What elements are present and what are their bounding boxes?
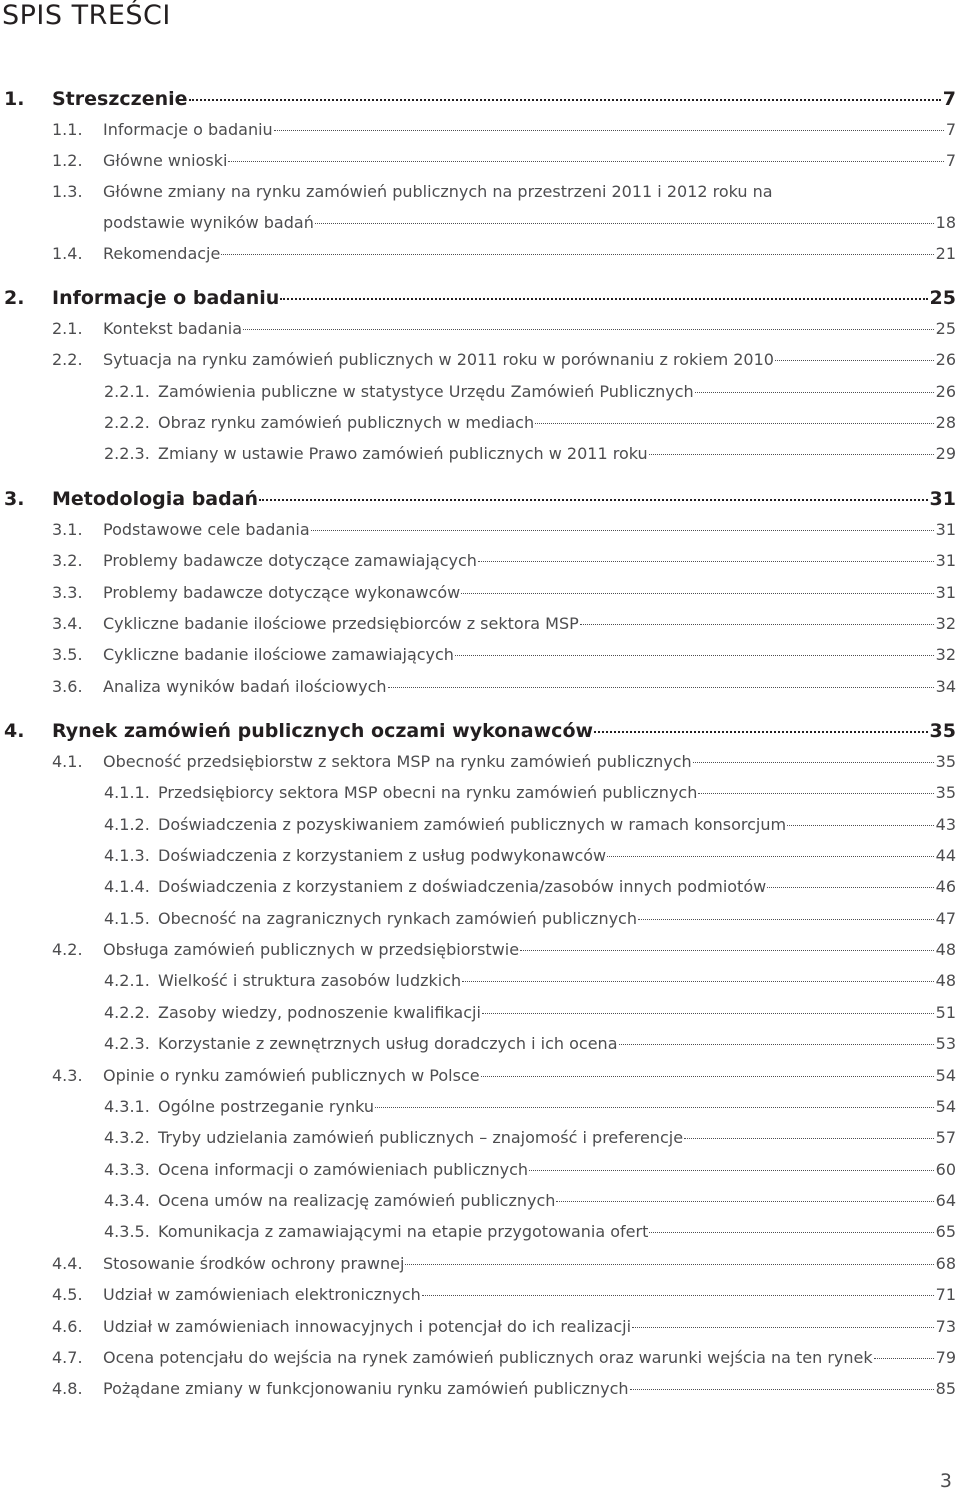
toc-entry[interactable] <box>0 1128 956 1156</box>
toc-entry[interactable] <box>0 444 956 472</box>
toc-entry[interactable] <box>0 783 956 811</box>
dot-leader <box>189 98 941 101</box>
toc-entry-title: Streszczenie <box>52 88 188 110</box>
toc-entry-title: Informacje o badaniu <box>52 287 280 309</box>
toc-entry-number: 4.2.1. <box>104 971 150 990</box>
toc-entry[interactable] <box>0 382 956 410</box>
page-title: SPIS TREŚCI <box>2 0 171 31</box>
toc-entry-title: Podstawowe cele badania <box>103 520 310 539</box>
toc-entry[interactable] <box>0 752 956 780</box>
toc-entry-title: Obecność na zagranicznych rynkach zamówień publicznych <box>158 909 637 928</box>
toc-entry[interactable] <box>0 583 956 611</box>
toc-entry[interactable] <box>0 846 956 874</box>
toc-entry-page: 26 <box>935 382 956 401</box>
dot-leader <box>775 359 934 361</box>
dot-leader <box>315 222 934 224</box>
dot-leader <box>767 886 933 888</box>
dot-leader <box>649 1231 933 1233</box>
toc-entry-number: 2.2.3. <box>104 444 150 463</box>
toc-entry-title: Doświadczenia z pozyskiwaniem zamówień publicznych w ramach konsorcjum <box>158 815 787 834</box>
toc-entry-number: 4.3. <box>52 1066 83 1085</box>
toc-entry-page: 48 <box>935 971 956 990</box>
toc-entry[interactable] <box>0 1285 956 1313</box>
toc-entry-page: 31 <box>935 551 956 570</box>
toc-entry-title: Rynek zamówień publicznych oczami wykonawców <box>52 720 594 742</box>
toc-entry-title: Główne zmiany na rynku zamówień publicznych na przestrzeni 2011 i 2012 roku na <box>103 182 773 201</box>
toc-entry-page: 53 <box>935 1034 956 1053</box>
dot-leader <box>461 592 933 594</box>
toc-entry-number: 3. <box>4 488 25 510</box>
toc-entry-title: Ocena potencjału do wejścia na rynek zamówień publicznych oraz warunki wejścia na ten rynek <box>103 1348 873 1367</box>
toc-entry-number: 4.6. <box>52 1317 83 1336</box>
toc-entry-number: 2.1. <box>52 319 83 338</box>
toc-entry-page: 46 <box>935 877 956 896</box>
toc-entry-number: 1.2. <box>52 151 83 170</box>
dot-leader <box>280 297 927 300</box>
toc-entry-page: 28 <box>935 413 956 432</box>
toc-entry[interactable] <box>0 520 956 548</box>
toc-entry[interactable] <box>0 815 956 843</box>
toc-entry-page: 7 <box>945 120 956 139</box>
toc-entry-page: 64 <box>935 1191 956 1210</box>
toc-entry-page: 51 <box>935 1003 956 1022</box>
dot-leader <box>684 1137 934 1139</box>
toc-entry[interactable] <box>0 645 956 673</box>
toc-entry[interactable] <box>0 720 956 748</box>
toc-entry-title: Przedsiębiorcy sektora MSP obecni na rynku zamówień publicznych <box>158 783 698 802</box>
toc-entry-page: 26 <box>935 350 956 369</box>
toc-entry-title: Główne wnioski <box>103 151 228 170</box>
toc-entry[interactable] <box>0 1254 956 1282</box>
toc-entry-page: 35 <box>929 720 956 742</box>
toc-entry-title: Zmiany w ustawie Prawo zamówień publicznych w 2011 roku <box>158 444 648 463</box>
toc-entry-title: Obecność przedsiębiorstw z sektora MSP na rynku zamówień publicznych <box>103 752 692 771</box>
toc-entry-title: Komunikacja z zamawiającymi na etapie przygotowania ofert <box>158 1222 649 1241</box>
toc-entry-page: 71 <box>935 1285 956 1304</box>
toc-entry-page: 73 <box>935 1317 956 1336</box>
toc-entry[interactable] <box>0 1348 956 1376</box>
toc-entry[interactable] <box>0 287 956 315</box>
dot-leader <box>556 1200 933 1202</box>
toc-entry[interactable] <box>0 1191 956 1219</box>
toc-entry-page: 60 <box>935 1160 956 1179</box>
toc-entry-title: Cykliczne badanie ilościowe zamawiających <box>103 645 454 664</box>
toc-entry[interactable] <box>0 909 956 937</box>
toc-entry-number: 2.2.2. <box>104 413 150 432</box>
dot-leader <box>787 824 934 826</box>
toc-entry[interactable] <box>0 551 956 579</box>
toc-entry-number: 2.2.1. <box>104 382 150 401</box>
toc-entry-title-continuation: podstawie wyników badań <box>103 213 314 232</box>
dot-leader <box>695 391 934 393</box>
toc-entry-page: 31 <box>929 488 956 510</box>
toc-entry-page: 68 <box>935 1254 956 1273</box>
toc-entry-number: 4.1.1. <box>104 783 150 802</box>
toc-entry-page: 54 <box>935 1097 956 1116</box>
toc-entry-page: 48 <box>935 940 956 959</box>
dot-leader <box>228 160 943 162</box>
toc-entry-page: 29 <box>935 444 956 463</box>
toc-entry-number: 4.3.1. <box>104 1097 150 1116</box>
toc-entry-page: 65 <box>935 1222 956 1241</box>
toc-entry-number: 4.3.2. <box>104 1128 150 1147</box>
toc-entry-number: 3.1. <box>52 520 83 539</box>
toc-entry-number: 4.2.3. <box>104 1034 150 1053</box>
toc-entry-title: Zamówienia publiczne w statystyce Urzędu Zamówień Publicznych <box>158 382 694 401</box>
toc-entry-number: 3.4. <box>52 614 83 633</box>
toc-entry-page: 34 <box>935 677 956 696</box>
toc-entry-title: Udział w zamówieniach innowacyjnych i potencjał do ich realizacji <box>103 1317 632 1336</box>
toc-entry-number: 3.3. <box>52 583 83 602</box>
toc-entry-title: Ocena umów na realizację zamówień publicznych <box>158 1191 556 1210</box>
toc-entry-title: Informacje o badaniu <box>103 120 273 139</box>
toc-entry-title: Problemy badawcze dotyczące zamawiających <box>103 551 477 570</box>
toc-entry-number: 4.1.4. <box>104 877 150 896</box>
toc-entry-title: Ogólne postrzeganie rynku <box>158 1097 375 1116</box>
toc-entry-number: 4.1.5. <box>104 909 150 928</box>
toc-entry-title: Tryby udzielania zamówień publicznych – znajomość i preferencje <box>158 1128 684 1147</box>
toc-entry-page: 7 <box>942 88 956 110</box>
dot-leader <box>693 761 934 763</box>
dot-leader <box>580 623 934 625</box>
dot-leader <box>243 328 934 330</box>
toc-entry-number: 4.4. <box>52 1254 83 1273</box>
toc-entry[interactable] <box>0 877 956 905</box>
toc-entry-page: 18 <box>935 213 956 232</box>
toc-entry-number: 4.8. <box>52 1379 83 1398</box>
toc-entry-title: Pożądane zmiany w funkcjonowaniu rynku zamówień publicznych <box>103 1379 629 1398</box>
dot-leader <box>520 949 934 951</box>
toc-entry-page: 25 <box>929 287 956 309</box>
toc-entry-title: Analiza wyników badań ilościowych <box>103 677 387 696</box>
toc-entry-title: Obsługa zamówień publicznych w przedsiębiorstwie <box>103 940 520 959</box>
toc-entry-title: Stosowanie środków ochrony prawnej <box>103 1254 405 1273</box>
toc-entry[interactable] <box>0 413 956 441</box>
toc-entry-page: 31 <box>935 583 956 602</box>
toc-entry-page: 32 <box>935 614 956 633</box>
dot-leader <box>649 453 934 455</box>
toc-entry-title: Rekomendacje <box>103 244 221 263</box>
toc-entry-number: 1.4. <box>52 244 83 263</box>
toc-entry-title: Cykliczne badanie ilościowe przedsiębiorców z sektora MSP <box>103 614 579 633</box>
toc-entry[interactable] <box>0 350 956 378</box>
toc-entry-number: 4.1. <box>52 752 83 771</box>
page-number: 3 <box>939 1470 952 1492</box>
toc-entry-title: Korzystanie z zewnętrznych usług doradczych i ich ocena <box>158 1034 618 1053</box>
dot-leader <box>535 422 934 424</box>
toc-entry-title: Kontekst badania <box>103 319 243 338</box>
dot-leader <box>388 686 934 688</box>
toc-entry-page: 35 <box>935 783 956 802</box>
toc-entry-title: Doświadczenia z korzystaniem z usług podwykonawców <box>158 846 607 865</box>
toc-entry[interactable] <box>0 151 956 179</box>
toc-entry[interactable] <box>0 1160 956 1188</box>
toc-entry[interactable] <box>0 319 956 347</box>
toc-entry-title: Metodologia badań <box>52 488 259 510</box>
toc-entry[interactable] <box>0 677 956 705</box>
toc-entry-number: 4.2. <box>52 940 83 959</box>
toc-entry-page: 44 <box>935 846 956 865</box>
toc-entry-number: 4.1.3. <box>104 846 150 865</box>
dot-leader <box>405 1263 933 1265</box>
dot-leader <box>221 253 933 255</box>
toc-entry[interactable] <box>0 1379 956 1407</box>
toc-entry-page: 79 <box>935 1348 956 1367</box>
toc-entry-number: 4.1.2. <box>104 815 150 834</box>
dot-leader <box>594 730 928 733</box>
toc-entry-page: 43 <box>935 815 956 834</box>
toc-entry-title: Obraz rynku zamówień publicznych w mediach <box>158 413 535 432</box>
toc-entry[interactable] <box>0 120 956 148</box>
toc-entry-number: 4.3.5. <box>104 1222 150 1241</box>
dot-leader <box>529 1169 934 1171</box>
toc-entry[interactable] <box>0 1317 956 1345</box>
toc-entry[interactable] <box>0 1097 956 1125</box>
dot-leader <box>481 1075 934 1077</box>
toc-entry-number: 4.7. <box>52 1348 83 1367</box>
dot-leader <box>478 560 934 562</box>
dot-leader <box>698 792 933 794</box>
dot-leader <box>259 498 927 501</box>
dot-leader <box>375 1106 934 1108</box>
toc-entry-page: 35 <box>935 752 956 771</box>
dot-leader <box>455 654 934 656</box>
dot-leader <box>274 129 944 131</box>
toc-entry-number: 3.6. <box>52 677 83 696</box>
toc-entry-page: 47 <box>935 909 956 928</box>
dot-leader <box>607 855 934 857</box>
toc-entry[interactable] <box>0 182 956 232</box>
dot-leader <box>874 1357 934 1359</box>
toc-entry-number: 4.2.2. <box>104 1003 150 1022</box>
toc-entry-title: Sytuacja na rynku zamówień publicznych w 2011 roku w porównaniu z rokiem 2010 <box>103 350 774 369</box>
toc-entry-number: 3.5. <box>52 645 83 664</box>
toc-entry-number: 1.1. <box>52 120 83 139</box>
dot-leader <box>638 918 934 920</box>
toc-entry-title: Udział w zamówieniach elektronicznych <box>103 1285 421 1304</box>
toc-entry[interactable] <box>0 488 956 516</box>
toc-entry-page: 7 <box>945 151 956 170</box>
dot-leader <box>632 1326 934 1328</box>
dot-leader <box>462 980 933 982</box>
toc-entry[interactable] <box>0 1034 956 1062</box>
dot-leader <box>311 529 934 531</box>
toc-entry[interactable] <box>0 244 956 272</box>
toc-entry-number: 1. <box>4 88 25 110</box>
toc-entry-title: Zasoby wiedzy, podnoszenie kwalifikacji <box>158 1003 481 1022</box>
toc-entry-title: Problemy badawcze dotyczące wykonawców <box>103 583 461 602</box>
toc-entry[interactable] <box>0 88 956 116</box>
toc-entry[interactable] <box>0 1003 956 1031</box>
toc-entry-number: 4.5. <box>52 1285 83 1304</box>
toc-entry[interactable] <box>0 940 956 968</box>
dot-leader <box>482 1012 934 1014</box>
toc-entry-page: 25 <box>935 319 956 338</box>
toc-entry-number: 4.3.3. <box>104 1160 150 1179</box>
toc-entry-number: 3.2. <box>52 551 83 570</box>
toc-entry-number: 4. <box>4 720 25 742</box>
toc-entry-page: 57 <box>935 1128 956 1147</box>
toc-entry-title: Doświadczenia z korzystaniem z doświadczenia/zasobów innych podmiotów <box>158 877 767 896</box>
toc-entry[interactable] <box>0 1066 956 1094</box>
toc-entry-page: 32 <box>935 645 956 664</box>
toc-entry-title: Opinie o rynku zamówień publicznych w Polsce <box>103 1066 480 1085</box>
toc-entry-number: 4.3.4. <box>104 1191 150 1210</box>
toc-entry[interactable] <box>0 614 956 642</box>
toc-entry-number: 2. <box>4 287 25 309</box>
toc-entry-page: 21 <box>935 244 956 263</box>
dot-leader <box>619 1043 934 1045</box>
dot-leader <box>422 1294 934 1296</box>
toc-entry[interactable] <box>0 1222 956 1250</box>
toc-entry-number: 1.3. <box>52 182 83 201</box>
toc-entry-page: 54 <box>935 1066 956 1085</box>
toc-entry-page: 85 <box>935 1379 956 1398</box>
toc-entry-number: 2.2. <box>52 350 83 369</box>
dot-leader <box>630 1388 934 1390</box>
toc-entry-page: 31 <box>935 520 956 539</box>
toc-entry-title: Ocena informacji o zamówieniach publicznych <box>158 1160 529 1179</box>
toc-entry[interactable] <box>0 971 956 999</box>
toc-entry-title: Wielkość i struktura zasobów ludzkich <box>158 971 462 990</box>
